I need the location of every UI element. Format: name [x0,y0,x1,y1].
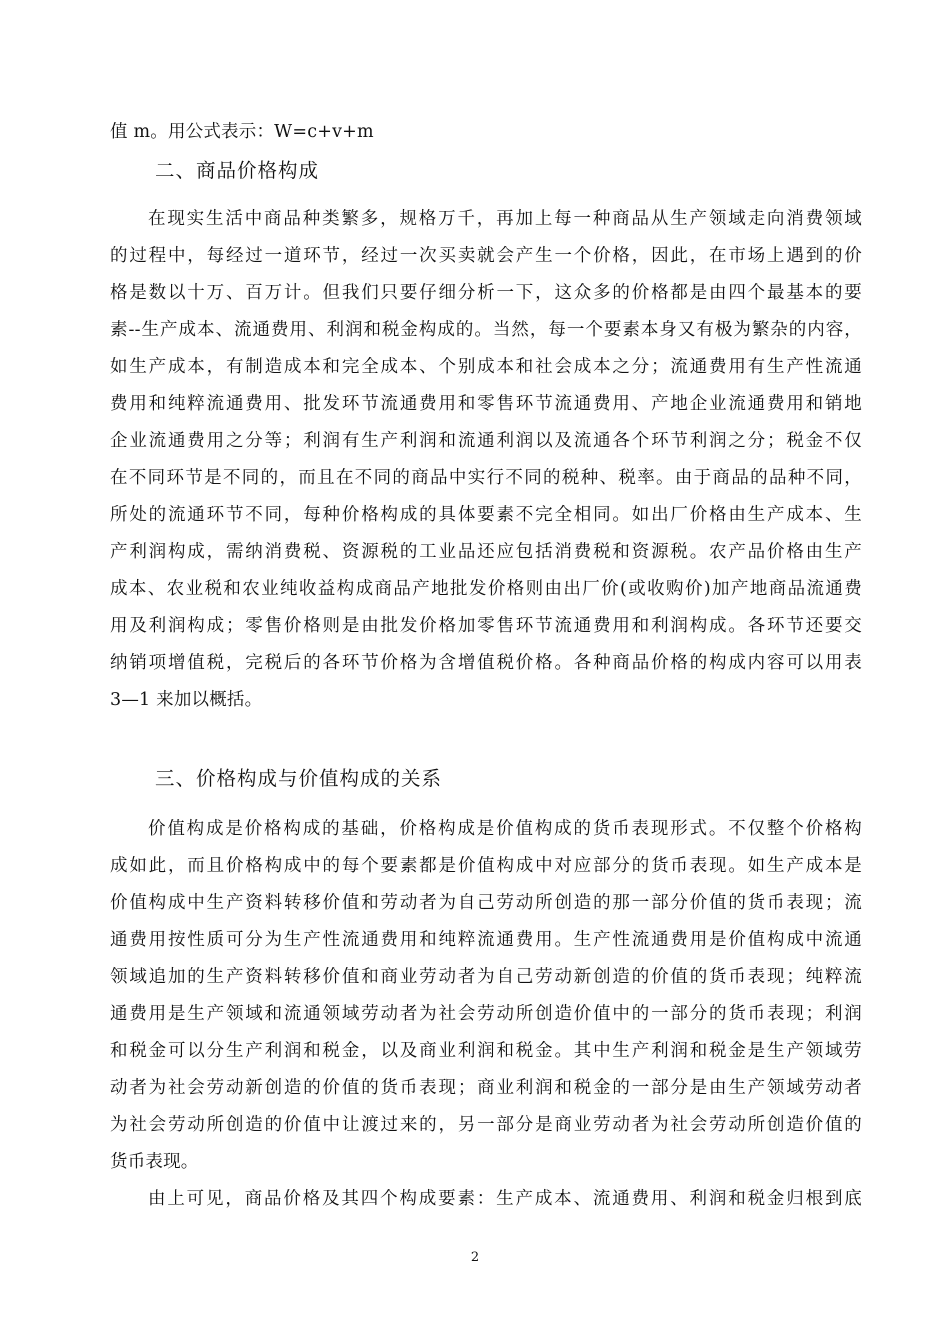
paragraph-line: 领域追加的生产资料转移价值和商业劳动者为自己劳动新创造的价值的货币表现；纯粹流 [110,967,862,987]
paragraph-line: 费用和纯粹流通费用、批发环节流通费用和零售环节流通费用、产地企业流通费用和销地 [110,394,862,414]
paragraph-line: 3—1 来加以概括。 [110,690,263,710]
intro-tail-line: 值 m。用公式表示：W=c+v+m [110,122,374,142]
paragraph-line: 动者为社会劳动新创造的价值的货币表现；商业利润和税金的一部分是由生产领域劳动者 [110,1078,862,1098]
paragraph-line: 成如此，而且价格构成中的每个要素都是价值构成中对应部分的货币表现。如生产成本是 [110,856,862,876]
paragraph-line: 用及利润构成；零售价格则是由批发价格加零售环节流通费用和利润构成。各环节还要交 [110,616,862,636]
paragraph-line: 企业流通费用之分等；利润有生产利润和流通利润以及流通各个环节利润之分；税金不仅 [110,431,862,451]
paragraph-line: 由上可见，商品价格及其四个构成要素：生产成本、流通费用、利润和税金归根到底 [148,1189,862,1209]
paragraph-line: 所处的流通环节不同，每种价格构成的具体要素不完全相同。如出厂价格由生产成本、生 [110,505,862,525]
paragraph-line: 价值构成中生产资料转移价值和劳动者为自己劳动所创造的那一部分价值的货币表现；流 [110,893,862,913]
paragraph-line: 通费用按性质可分为生产性流通费用和纯粹流通费用。生产性流通费用是价值构成中流通 [110,930,862,950]
section-heading-price-value-relation: 三、价格构成与价值构成的关系 [155,767,443,790]
paragraph-line: 价值构成是价格构成的基础，价格构成是价值构成的货币表现形式。不仅整个价格构 [148,819,862,839]
paragraph-line: 和税金可以分生产利润和税金，以及商业利润和税金。其中生产利润和税金是生产领域劳 [110,1041,862,1061]
paragraph-line: 如生产成本，有制造成本和完全成本、个别成本和社会成本之分；流通费用有生产性流通 [110,357,862,377]
paragraph-line: 产利润构成，需纳消费税、资源税的工业品还应包括消费税和资源税。农产品价格由生产 [110,542,862,562]
paragraph-line: 在现实生活中商品种类繁多，规格万千，再加上每一种商品从生产领域走向消费领域 [148,209,862,229]
paragraph-line: 在不同环节是不同的，而且在不同的商品中实行不同的税种、税率。由于商品的品种不同， [110,468,862,488]
paragraph-line: 为社会劳动所创造的价值中让渡过来的，另一部分是商业劳动者为社会劳动所创造价值的 [110,1115,862,1135]
paragraph-line: 格是数以十万、百万计。但我们只要仔细分析一下，这众多的价格都是由四个最基本的要 [110,283,862,303]
paragraph-line: 货币表现。 [110,1152,199,1172]
section-heading-price-composition: 二、商品价格构成 [155,159,320,182]
paragraph-line: 成本、农业税和农业纯收益构成商品产地批发价格则由出厂价(或收购价)加产地商品流通费 [110,579,862,599]
paragraph-line: 素--生产成本、流通费用、利润和税金构成的。当然，每一个要素本身又有极为繁杂的内容， [110,320,862,340]
paragraph-line: 纳销项增值税，完税后的各环节价格为含增值税价格。各种商品价格的构成内容可以用表 [110,653,862,673]
page-number: 2 [470,1250,480,1265]
paragraph-line: 通费用是生产领域和流通领域劳动者为社会劳动所创造价值中的一部分的货币表现；利润 [110,1004,862,1024]
paragraph-line: 的过程中，每经过一道环节，经过一次买卖就会产生一个价格，因此，在市场上遇到的价 [110,246,862,266]
